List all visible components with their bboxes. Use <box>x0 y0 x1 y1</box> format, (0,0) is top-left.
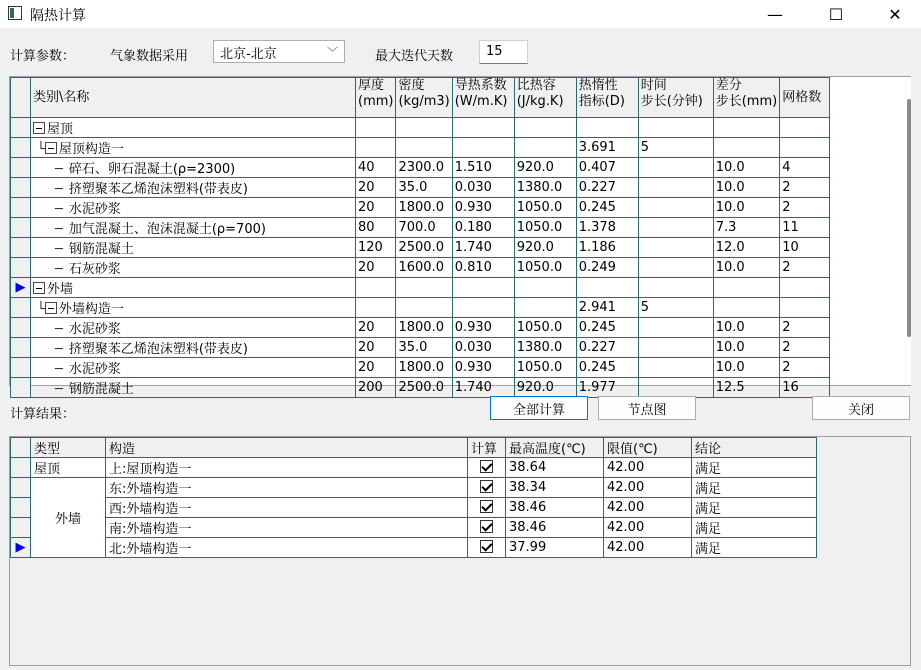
grid-cell[interactable]: 200 <box>356 378 396 398</box>
grid-cell[interactable]: 0.030 <box>452 178 514 198</box>
tree-branch-icon: └ <box>37 302 45 317</box>
column-header[interactable]: 厚度 (mm) <box>356 78 396 118</box>
layers-grid[interactable] <box>9 76 911 397</box>
layer-row[interactable] <box>11 238 830 258</box>
window-title: 隔热计算 <box>30 8 86 24</box>
weather-label: 气象数据采用 <box>110 49 189 64</box>
calc-checkbox[interactable] <box>480 480 493 493</box>
results-label: 计算结果： <box>10 407 76 422</box>
tree-leaf-icon: ─ <box>55 262 63 277</box>
layer-row[interactable] <box>11 318 830 338</box>
grid-cell[interactable]: 1.977 <box>576 378 638 398</box>
layers-table <box>10 77 830 398</box>
grid-cell[interactable]: 1050.0 <box>514 218 576 238</box>
calc-checkbox[interactable] <box>480 500 493 513</box>
construction-row[interactable] <box>11 298 830 318</box>
grid-cell[interactable] <box>514 138 576 158</box>
name-text: 外墙构造一 <box>58 302 124 317</box>
calc-cell <box>468 518 506 538</box>
grid-cell[interactable]: 0.810 <box>452 258 514 278</box>
result-cell[interactable]: 满足 <box>692 518 817 538</box>
result-cell[interactable]: 满足 <box>692 478 817 498</box>
grid-cell[interactable]: 10.0 <box>713 178 779 198</box>
grid-cell[interactable] <box>514 278 576 298</box>
row-indicator[interactable] <box>11 158 31 178</box>
grid-cell[interactable]: 7.3 <box>713 218 779 238</box>
row-indicator[interactable] <box>11 238 31 258</box>
max-temp-cell[interactable]: 38.34 <box>506 478 604 498</box>
row-indicator[interactable] <box>11 498 31 518</box>
grid-cell[interactable]: 2500.0 <box>396 238 452 258</box>
grid-cell[interactable] <box>780 138 830 158</box>
column-header[interactable]: 最高温度(℃) <box>506 438 604 458</box>
grid-cell[interactable] <box>638 318 713 338</box>
column-header[interactable]: 差分 步长(mm) <box>713 78 779 118</box>
grid-cell[interactable]: 5 <box>638 298 713 318</box>
chevron-down-icon: ﹀ <box>327 46 338 59</box>
column-header[interactable]: 类别\名称 <box>31 78 356 118</box>
name-cell[interactable] <box>31 338 356 358</box>
type-cell[interactable]: 外墙 <box>31 478 106 558</box>
grid-cell[interactable] <box>638 338 713 358</box>
grid-cell[interactable]: 20 <box>356 198 396 218</box>
grid-cell[interactable]: 1800.0 <box>396 198 452 218</box>
grid-cell[interactable]: 10.0 <box>713 158 779 178</box>
name-text: 钢筋混凝土 <box>68 242 134 257</box>
grid-cell[interactable]: 700.0 <box>396 218 452 238</box>
name-cell[interactable] <box>31 218 356 238</box>
result-row[interactable] <box>11 538 817 558</box>
layer-row[interactable] <box>11 258 830 278</box>
collapse-icon[interactable] <box>45 142 57 154</box>
category-row[interactable] <box>11 118 830 138</box>
row-indicator-header <box>11 78 31 118</box>
grid-cell[interactable]: 1.378 <box>576 218 638 238</box>
grid-cell[interactable] <box>780 298 830 318</box>
collapse-icon[interactable] <box>33 282 45 294</box>
row-indicator[interactable] <box>11 178 31 198</box>
result-row[interactable] <box>11 498 817 518</box>
grid-cell[interactable]: 920.0 <box>514 378 576 398</box>
current-row-arrow-icon[interactable]: ▶ <box>11 278 31 298</box>
grid-cell[interactable]: 1050.0 <box>514 318 576 338</box>
grid-cell[interactable] <box>356 138 396 158</box>
grid-cell[interactable]: 10.0 <box>713 258 779 278</box>
maximize-button[interactable]: ☐ <box>828 4 844 24</box>
grid-cell[interactable]: 2500.0 <box>396 378 452 398</box>
grid-cell[interactable] <box>713 138 779 158</box>
column-header[interactable]: 导热系数 (W/m.K) <box>452 78 514 118</box>
name-cell[interactable] <box>31 358 356 378</box>
grid-cell[interactable]: 0.407 <box>576 158 638 178</box>
limit-cell[interactable]: 42.00 <box>604 478 692 498</box>
grid-cell[interactable] <box>396 278 452 298</box>
grid-cell[interactable]: 20 <box>356 258 396 278</box>
calc-checkbox[interactable] <box>480 460 493 473</box>
grid-cell[interactable]: 2.941 <box>576 298 638 318</box>
weather-select-value: 北京-北京 <box>220 47 277 62</box>
tree-leaf-icon: ─ <box>55 222 63 237</box>
construction-row[interactable] <box>11 138 830 158</box>
max-temp-cell[interactable]: 37.99 <box>506 538 604 558</box>
grid-cell[interactable]: 0.030 <box>452 338 514 358</box>
grid-cell[interactable] <box>638 178 713 198</box>
layer-row[interactable] <box>11 378 830 398</box>
name-text: 挤塑聚苯乙烯泡沫塑料(带表皮) <box>68 342 248 357</box>
grid-cell[interactable]: 10 <box>780 238 830 258</box>
grid-cell[interactable] <box>713 118 779 138</box>
tree-leaf-icon: ─ <box>55 382 63 397</box>
column-header[interactable]: 热惰性 指标(D) <box>576 78 638 118</box>
row-indicator[interactable] <box>11 118 31 138</box>
grid-cell[interactable]: 2 <box>780 358 830 378</box>
max-days-input[interactable]: 15 <box>479 40 528 64</box>
limit-cell[interactable]: 42.00 <box>604 458 692 478</box>
grid-cell[interactable] <box>452 298 514 318</box>
grid-cell[interactable]: 2300.0 <box>396 158 452 178</box>
grid-cell[interactable]: 10.0 <box>713 198 779 218</box>
grid-cell[interactable]: 1600.0 <box>396 258 452 278</box>
results-grid[interactable] <box>9 436 911 666</box>
grid-cell[interactable] <box>514 298 576 318</box>
close-button[interactable]: 关闭 <box>812 396 910 420</box>
tree-branch-icon: └ <box>37 142 45 157</box>
grid-cell[interactable]: 2 <box>780 258 830 278</box>
grid-cell[interactable] <box>452 118 514 138</box>
grid-cell[interactable] <box>638 158 713 178</box>
grid-cell[interactable]: 920.0 <box>514 238 576 258</box>
grid-scrollbar[interactable] <box>901 77 911 385</box>
grid-cell[interactable] <box>452 278 514 298</box>
grid-cell[interactable]: 12.5 <box>713 378 779 398</box>
grid-cell[interactable]: 2 <box>780 178 830 198</box>
grid-cell[interactable] <box>356 278 396 298</box>
grid-cell[interactable]: 80 <box>356 218 396 238</box>
grid-cell[interactable] <box>780 118 830 138</box>
grid-cell[interactable]: 0.930 <box>452 198 514 218</box>
column-header[interactable]: 计算 <box>468 438 506 458</box>
grid-cell[interactable]: 0.930 <box>452 358 514 378</box>
name-text: 碎石、卵石混凝土(ρ=2300) <box>68 162 236 177</box>
type-cell[interactable]: 屋顶 <box>31 458 106 478</box>
max-days-label: 最大迭代天数 <box>375 49 454 64</box>
grid-cell[interactable]: 12.0 <box>713 238 779 258</box>
result-cell[interactable]: 满足 <box>692 458 817 478</box>
grid-cell[interactable] <box>638 278 713 298</box>
grid-cell[interactable] <box>638 238 713 258</box>
result-row[interactable] <box>11 478 817 498</box>
name-text: 水泥砂浆 <box>68 202 121 217</box>
results-header-row <box>11 438 817 458</box>
result-cell[interactable]: 满足 <box>692 538 817 558</box>
grid-cell[interactable]: 20 <box>356 338 396 358</box>
grid-cell[interactable] <box>638 258 713 278</box>
grid-cell[interactable]: 1380.0 <box>514 178 576 198</box>
row-indicator[interactable] <box>11 518 31 538</box>
grid-cell[interactable]: 1050.0 <box>514 358 576 378</box>
calc-cell <box>468 458 506 478</box>
name-cell[interactable] <box>31 258 356 278</box>
grid-cell[interactable]: 3.691 <box>576 138 638 158</box>
tree-leaf-icon: ─ <box>55 242 63 257</box>
grid-cell[interactable]: 35.0 <box>396 178 452 198</box>
row-indicator[interactable] <box>11 318 31 338</box>
construction-cell[interactable]: 西:外墙构造一 <box>106 498 468 518</box>
column-header[interactable]: 类型 <box>31 438 106 458</box>
grid-cell[interactable] <box>638 198 713 218</box>
grid-cell[interactable]: 5 <box>638 138 713 158</box>
grid-cell[interactable] <box>576 118 638 138</box>
name-cell[interactable] <box>31 178 356 198</box>
grid-cell[interactable]: 11 <box>780 218 830 238</box>
grid-cell[interactable]: 4 <box>780 158 830 178</box>
result-row[interactable] <box>11 458 817 478</box>
scrollbar-thumb[interactable] <box>907 99 911 337</box>
weather-select[interactable] <box>213 40 345 63</box>
grid-cell[interactable] <box>356 298 396 318</box>
grid-cell[interactable]: 0.180 <box>452 218 514 238</box>
grid-cell[interactable]: 40 <box>356 158 396 178</box>
tree-leaf-icon: ─ <box>55 162 63 177</box>
name-text: 外墙 <box>47 282 74 297</box>
grid-cell[interactable] <box>638 218 713 238</box>
construction-cell[interactable]: 北:外墙构造一 <box>106 538 468 558</box>
name-text: 挤塑聚苯乙烯泡沫塑料(带表皮) <box>68 182 248 197</box>
layer-row[interactable] <box>11 158 830 178</box>
column-header[interactable]: 时间 步长(分钟) <box>638 78 713 118</box>
limit-cell[interactable]: 42.00 <box>604 518 692 538</box>
name-text: 屋顶 <box>47 122 74 137</box>
grid-cell[interactable] <box>780 278 830 298</box>
grid-cell[interactable]: 0.227 <box>576 338 638 358</box>
grid-cell[interactable]: 1.740 <box>452 238 514 258</box>
max-temp-cell[interactable]: 38.46 <box>506 498 604 518</box>
row-indicator[interactable] <box>11 138 31 158</box>
grid-cell[interactable]: 1.510 <box>452 158 514 178</box>
grid-cell[interactable] <box>396 138 452 158</box>
name-cell[interactable] <box>31 278 356 298</box>
current-row-arrow-icon[interactable]: ▶ <box>11 538 31 558</box>
max-temp-cell[interactable]: 38.46 <box>506 518 604 538</box>
title-bar <box>0 0 921 28</box>
collapse-icon[interactable] <box>45 302 57 314</box>
limit-cell[interactable]: 42.00 <box>604 498 692 518</box>
result-cell[interactable]: 满足 <box>692 498 817 518</box>
name-text: 水泥砂浆 <box>68 322 121 337</box>
row-indicator[interactable] <box>11 198 31 218</box>
results-area <box>10 437 910 665</box>
close-window-button[interactable]: ✕ <box>888 4 902 24</box>
name-cell[interactable] <box>31 378 356 398</box>
name-cell[interactable] <box>31 118 356 138</box>
calc-cell <box>468 478 506 498</box>
tree-leaf-icon: ─ <box>55 322 63 337</box>
grid-cell[interactable]: 1.186 <box>576 238 638 258</box>
calc-checkbox[interactable] <box>480 520 493 533</box>
grid-cell[interactable]: 1050.0 <box>514 198 576 218</box>
layer-row[interactable] <box>11 358 830 378</box>
grid-cell[interactable]: 20 <box>356 178 396 198</box>
name-cell[interactable] <box>31 298 356 318</box>
result-row[interactable] <box>11 518 817 538</box>
name-text: 石灰砂浆 <box>68 262 121 277</box>
layer-row[interactable] <box>11 218 830 238</box>
column-header[interactable]: 限值(℃) <box>604 438 692 458</box>
construction-cell[interactable]: 东:外墙构造一 <box>106 478 468 498</box>
name-text: 水泥砂浆 <box>68 362 121 377</box>
row-indicator[interactable] <box>11 258 31 278</box>
layer-row[interactable] <box>11 178 830 198</box>
grid-cell[interactable]: 1.740 <box>452 378 514 398</box>
grid-cell[interactable] <box>713 298 779 318</box>
node-chart-button[interactable]: 节点图 <box>598 396 696 420</box>
grid-cell[interactable]: 0.227 <box>576 178 638 198</box>
row-indicator[interactable] <box>11 358 31 378</box>
column-header[interactable]: 结论 <box>692 438 817 458</box>
grid-cell[interactable]: 10.0 <box>713 358 779 378</box>
grid-cell[interactable] <box>356 118 396 138</box>
column-header[interactable]: 构造 <box>106 438 468 458</box>
grid-cell[interactable] <box>452 138 514 158</box>
grid-cell[interactable] <box>713 278 779 298</box>
grid-cell[interactable]: 0.249 <box>576 258 638 278</box>
grid-cell[interactable]: 35.0 <box>396 338 452 358</box>
construction-cell[interactable]: 南:外墙构造一 <box>106 518 468 538</box>
grid-header-row <box>11 78 830 118</box>
row-indicator[interactable] <box>11 378 31 398</box>
grid-cell[interactable]: 0.245 <box>576 358 638 378</box>
calc-cell <box>468 538 506 558</box>
grid-cell[interactable] <box>396 118 452 138</box>
name-cell[interactable] <box>31 198 356 218</box>
category-row[interactable] <box>11 278 830 298</box>
name-cell[interactable] <box>31 238 356 258</box>
row-indicator-header <box>11 438 31 458</box>
grid-cell[interactable] <box>396 298 452 318</box>
grid-cell[interactable]: 1800.0 <box>396 358 452 378</box>
grid-cell[interactable]: 120 <box>356 238 396 258</box>
grid-cell[interactable] <box>638 378 713 398</box>
row-indicator[interactable] <box>11 478 31 498</box>
grid-cell[interactable]: 920.0 <box>514 158 576 178</box>
grid-cell[interactable]: 10.0 <box>713 318 779 338</box>
row-indicator[interactable] <box>11 338 31 358</box>
construction-cell[interactable]: 上:屋顶构造一 <box>106 458 468 478</box>
grid-cell[interactable] <box>576 278 638 298</box>
row-indicator[interactable] <box>11 298 31 318</box>
grid-cell[interactable] <box>514 118 576 138</box>
grid-cell[interactable] <box>638 118 713 138</box>
name-text: 加气混凝土、泡沫混凝土(ρ=700) <box>68 222 266 237</box>
results-table <box>10 437 817 558</box>
grid-cell[interactable]: 0.930 <box>452 318 514 338</box>
name-cell[interactable] <box>31 158 356 178</box>
max-temp-cell[interactable]: 38.64 <box>506 458 604 478</box>
grid-cell[interactable]: 2 <box>780 318 830 338</box>
grid-cell[interactable]: 1380.0 <box>514 338 576 358</box>
limit-cell[interactable]: 42.00 <box>604 538 692 558</box>
grid-cell[interactable]: 0.245 <box>576 318 638 338</box>
column-header[interactable]: 密度 (kg/m3) <box>396 78 452 118</box>
app-icon <box>8 6 22 20</box>
row-indicator[interactable] <box>11 218 31 238</box>
grid-cell[interactable]: 1800.0 <box>396 318 452 338</box>
name-cell[interactable] <box>31 318 356 338</box>
layer-row[interactable] <box>11 338 830 358</box>
column-header[interactable]: 比热容 (J/kg.K) <box>514 78 576 118</box>
grid-cell[interactable]: 20 <box>356 318 396 338</box>
grid-cell[interactable]: 0.245 <box>576 198 638 218</box>
collapse-icon[interactable] <box>33 122 45 134</box>
calc-checkbox[interactable] <box>480 540 493 553</box>
calc-cell <box>468 498 506 518</box>
tree-leaf-icon: ─ <box>55 202 63 217</box>
name-text: 钢筋混凝土 <box>68 382 134 397</box>
grid-cell[interactable]: 10.0 <box>713 338 779 358</box>
row-indicator[interactable] <box>11 458 31 478</box>
minimize-button[interactable]: — <box>767 4 783 24</box>
grid-cell[interactable]: 1050.0 <box>514 258 576 278</box>
column-header[interactable]: 网格数 <box>780 78 830 118</box>
grid-cell[interactable] <box>638 358 713 378</box>
tree-leaf-icon: ─ <box>55 342 63 357</box>
grid-cell[interactable]: 2 <box>780 198 830 218</box>
grid-cell[interactable]: 16 <box>780 378 830 398</box>
name-cell[interactable] <box>31 138 356 158</box>
grid-cell[interactable]: 2 <box>780 338 830 358</box>
calc-all-button[interactable]: 全部计算 <box>490 396 588 420</box>
tree-leaf-icon: ─ <box>55 362 63 377</box>
layer-row[interactable] <box>11 198 830 218</box>
params-label: 计算参数： <box>10 49 76 64</box>
grid-cell[interactable]: 20 <box>356 358 396 378</box>
name-text: 屋顶构造一 <box>58 142 124 157</box>
tree-leaf-icon: ─ <box>55 182 63 197</box>
